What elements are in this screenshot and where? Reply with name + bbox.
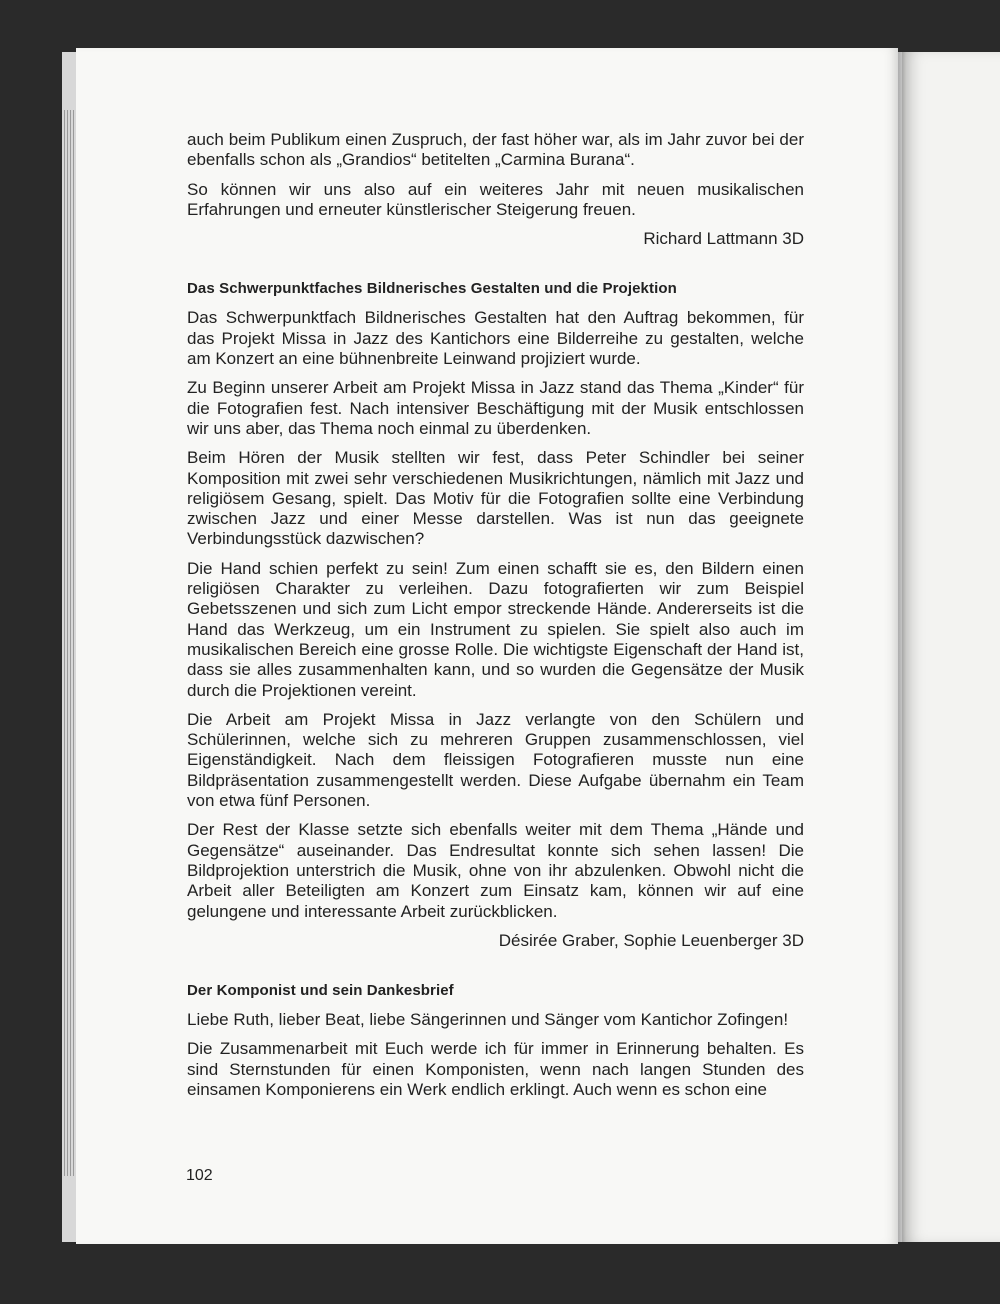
page-edge: [64, 110, 65, 1176]
page-edge: [67, 110, 68, 1176]
paragraph: Zu Beginn unserer Arbeit am Projekt Missa in Jazz stand das Thema „Kinder“ für die Fotografien fest. Nach intensiver Beschäftigung mit der Musik entschlossen wir uns aber, das Thema noch einmal zu überdenken.: [187, 378, 804, 438]
paragraph: Der Rest der Klasse setzte sich ebenfalls weiter mit dem Thema „Hände und Gegensätze“ auseinander. Das Endresultat konnte sich sehen lassen! Die Bildprojektion unterstrich die Musik, ohne von ihr abzulenken. Obwohl nicht die Arbeit aller Beteiligten am Konzert zum Einsatz kam, können wir auf eine gelungene und interessante Arbeit zurückblicken.: [187, 820, 804, 921]
paragraph: Das Schwerpunktfach Bildnerisches Gestalten hat den Auftrag bekommen, für das Projekt Missa in Jazz des Kantichors eine Bilderreihe zu gestalten, welche am Konzert an eine bühnenbreite Leinwand projiziert wurde.: [187, 308, 804, 369]
book-page: [76, 48, 898, 1244]
page-text: [187, 130, 804, 1109]
paragraph: Die Arbeit am Projekt Missa in Jazz verlangte von den Schülern und Schülerinnen, welche sich zu mehreren Gruppen zusammenschlossen, viel Eigenständigkeit. Nach dem fleissigen Fotografieren musste nun eine Bildpräsentation zusammengestellt werden. Diese Aufgabe übernahm ein Team von etwa fünf Personen.: [187, 709, 804, 811]
section-heading: Das Schwerpunktfaches Bildnerisches Gestalten und die Projektion: [187, 280, 677, 298]
paragraph: Die Zusammenarbeit mit Euch werde ich für immer in Erinnerung behalten. Es sind Sternstunden für einen Komponisten, wenn nach langen Stunden des einsamen Komponierens ein Werk endlich erklingt. Auch wenn es schon eine: [187, 1039, 804, 1099]
page-edge: [70, 110, 71, 1176]
paragraph: auch beim Publikum einen Zuspruch, der fast höher war, als im Jahr zuvor bei der ebenfalls schon als „Grandios“ betitelten „Carmina Burana“.: [187, 130, 804, 170]
paragraph: Die Hand schien perfekt zu sein! Zum einen schafft sie es, den Bildern einen religiösen Charakter zu verleihen. Dazu fotografierten wir zum Beispiel Gebetsszenen und sich zum Licht empor streckende Hände. Andererseits ist die Hand das Werkzeug, um ein Instrument zu spielen. Sie spielt also auch im musikalischen Bereich eine grosse Rolle. Die wichtigste Eigenschaft der Hand ist, dass sie alles zusammenhalten kann, und so wurden die Gegensätze der Musik durch die Projektionen vereint.: [187, 558, 804, 700]
page-number: 102: [186, 1167, 213, 1184]
facing-page: [902, 52, 1000, 1242]
paragraph: So können wir uns also auf ein weiteres Jahr mit neuen musikalischen Erfahrungen und erneuter künstlerischer Steigerung freuen.: [187, 179, 804, 219]
paragraph: Beim Hören der Musik stellten wir fest, dass Peter Schindler bei seiner Komposition mit zwei sehr verschiedenen Musikrichtungen, nämlich mit Jazz und religiösem Gesang, spielt. Das Motiv für die Fotografien sollte eine Verbindung zwischen Jazz und einer Messe darstellen. Was ist nun das geeignete Verbindungsstück dazwischen?: [187, 448, 804, 549]
paragraph: Liebe Ruth, lieber Beat, liebe Sängerinnen und Sänger vom Kantichor Zofingen!: [187, 1010, 789, 1030]
section-heading: Der Komponist und sein Dankesbrief: [187, 982, 454, 1000]
signature: Désirée Graber, Sophie Leuenberger 3D: [498, 930, 804, 950]
signature: Richard Lattmann 3D: [643, 229, 804, 249]
page-edge: [73, 110, 74, 1176]
